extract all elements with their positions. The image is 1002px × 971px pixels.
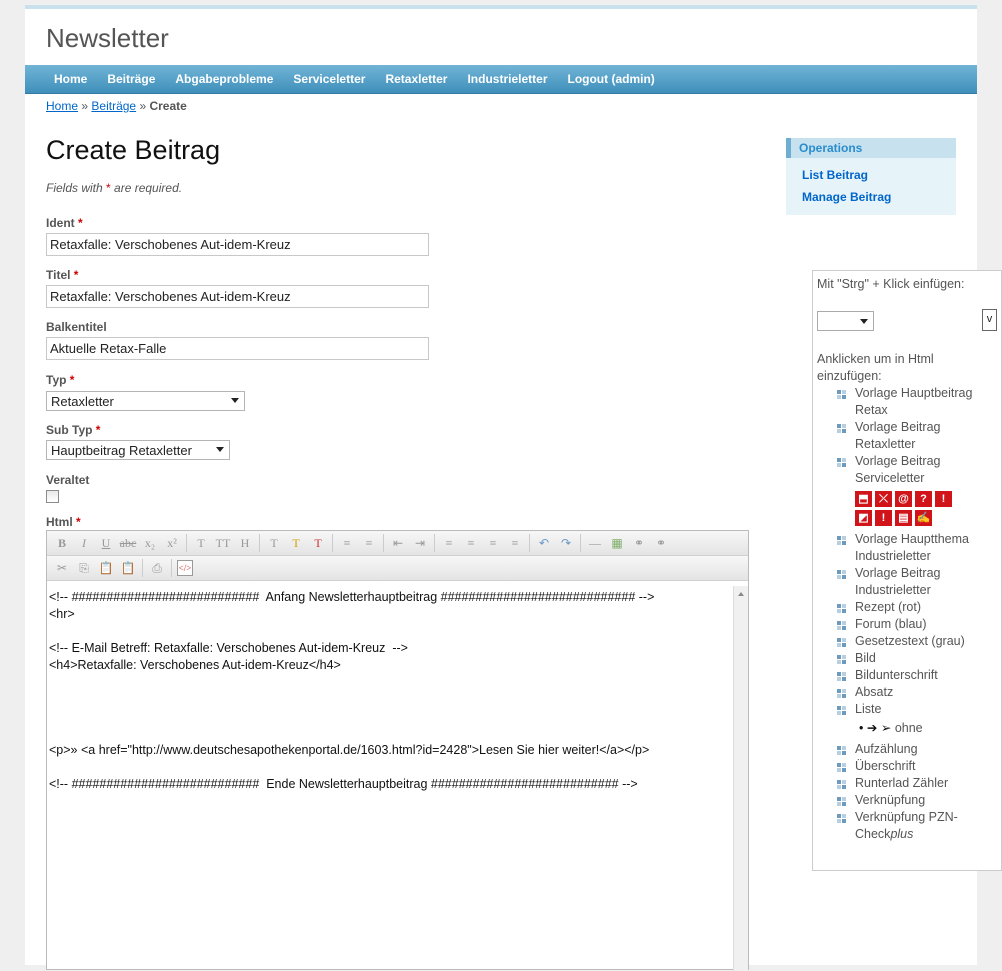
heading-button[interactable]: H xyxy=(240,536,250,550)
chevron-down-icon xyxy=(216,447,224,452)
template-label: Verknüpfung PZN-Check xyxy=(855,810,958,841)
template-item[interactable] xyxy=(837,701,997,737)
toolbar-divider xyxy=(142,559,143,577)
operations-title: Operations xyxy=(786,138,956,158)
titel-field[interactable]: Retaxfalle: Verschobenes Aut-idem-Kreuz xyxy=(46,285,429,308)
paste-button[interactable]: 📋 xyxy=(98,561,114,575)
template-label: Vorlage Beitrag Industrieletter xyxy=(855,566,941,597)
bullet-icon xyxy=(837,746,846,755)
menu-industrieletter[interactable]: Industrieletter xyxy=(467,72,548,86)
code-line: <!-- ########################### Anfang Newsletterhauptbeitrag ############################ --> xyxy=(49,590,655,604)
breadcrumb-beitraege[interactable]: Beiträge xyxy=(91,99,137,113)
link-button[interactable]: ⚭ xyxy=(633,536,645,550)
indent-button[interactable]: ⇥ xyxy=(414,536,426,550)
code-line xyxy=(49,708,732,725)
list-beitrag-link[interactable]: List Beitrag xyxy=(802,168,869,182)
code-line: <h4>Retaxfalle: Verschobenes Aut-idem-Kreuz</h4> xyxy=(49,658,341,672)
sidebar-intro: Anklicken um in Html einzufügen: xyxy=(817,352,934,383)
bullet-icon xyxy=(837,390,846,399)
template-label: Aufzählung xyxy=(855,742,918,756)
bullet-icon xyxy=(837,797,846,806)
required-star: * xyxy=(78,216,83,230)
toolbar-divider xyxy=(580,534,581,552)
main-menu xyxy=(25,65,977,94)
operations-portlet xyxy=(786,138,956,215)
code-line: <!-- ########################### Ende Newsletterhauptbeitrag ########################### --> xyxy=(49,777,638,791)
subtyp-selected-value: Hauptbeitrag Retaxletter xyxy=(51,443,192,458)
template-item[interactable] xyxy=(837,616,997,633)
template-list xyxy=(837,385,997,843)
template-label: Forum (blau) xyxy=(855,617,927,631)
list-style-option[interactable] xyxy=(855,720,997,737)
typ-select[interactable] xyxy=(46,391,245,411)
redo-button[interactable]: ↷ xyxy=(560,536,572,550)
veraltet-checkbox[interactable] xyxy=(46,490,59,503)
highlight-button[interactable]: T xyxy=(292,536,300,550)
insert-button[interactable]: v xyxy=(982,309,997,331)
note-text: Fields with xyxy=(46,181,107,195)
subscript-button[interactable]: x₂ xyxy=(144,536,156,550)
template-label: Gesetzestext (grau) xyxy=(855,634,965,648)
sidebar-title: Mit "Strg" + Klick einfügen: xyxy=(817,277,965,291)
chevron-down-icon xyxy=(860,319,868,324)
menu-retaxletter[interactable]: Retaxletter xyxy=(385,72,448,86)
note-text: are required. xyxy=(110,181,183,195)
breadcrumb xyxy=(46,99,187,113)
justify-button[interactable]: ≡ xyxy=(511,536,519,550)
email-icon[interactable]: @ xyxy=(895,491,912,507)
template-item[interactable] xyxy=(837,531,997,565)
site-logo: Newsletter xyxy=(46,23,169,53)
template-label: Absatz xyxy=(855,685,894,699)
bullet-icon xyxy=(837,570,846,579)
editor-scrollbar[interactable] xyxy=(733,586,748,971)
bold-button[interactable]: B xyxy=(57,536,66,550)
unlink-button[interactable]: ⚭ xyxy=(655,536,667,550)
label-text: Sub Typ xyxy=(46,423,93,437)
bullet-icon xyxy=(837,780,846,789)
insert-sidebar xyxy=(812,270,1002,871)
menu-logout[interactable]: Logout (admin) xyxy=(567,72,655,86)
align-center-button[interactable]: ≡ xyxy=(467,536,475,550)
breadcrumb-home[interactable]: Home xyxy=(46,99,79,113)
undo-button[interactable]: ↶ xyxy=(538,536,550,550)
bullet-icon xyxy=(837,424,846,433)
required-star: * xyxy=(73,268,79,282)
pen-icon[interactable]: ✍ xyxy=(916,512,931,524)
bullet-icon xyxy=(837,604,846,613)
template-label: Vorlage Beitrag Serviceletter xyxy=(855,454,941,485)
menu-home[interactable]: Home xyxy=(54,72,88,86)
template-label: Liste xyxy=(855,702,882,716)
template-label-suffix: plus xyxy=(890,827,914,841)
editor-toolbar-row-1 xyxy=(47,531,748,556)
rezept-icon[interactable]: ⬒ xyxy=(855,491,872,507)
font-size-button[interactable]: TT xyxy=(215,536,231,550)
template-item[interactable] xyxy=(837,792,997,809)
template-item[interactable] xyxy=(837,775,997,792)
service-icon-row xyxy=(855,491,965,526)
code-line xyxy=(49,623,732,640)
code-line: <p>» <a href="http://www.deutschesapothekenportal.de/1603.html?id=2428">Lesen Sie hier weiter!</a></p> xyxy=(49,743,650,757)
toolbar-divider xyxy=(259,534,260,552)
template-item[interactable] xyxy=(837,453,997,526)
veraltet-label: Veraltet xyxy=(46,473,90,487)
editor-toolbar-row-2 xyxy=(47,556,748,581)
strikethrough-button[interactable]: abc xyxy=(119,536,137,550)
outdent-button[interactable]: ⇤ xyxy=(392,536,404,550)
template-item[interactable] xyxy=(837,385,997,419)
breadcrumb-separator: » xyxy=(139,99,147,113)
copy-button[interactable]: ⎘ xyxy=(79,561,89,575)
typ-selected-value: Retaxletter xyxy=(51,394,114,409)
html-label xyxy=(46,515,81,529)
ident-label xyxy=(46,216,83,230)
template-label: Vorlage Beitrag Retaxletter xyxy=(855,420,941,451)
horizontal-rule-button[interactable]: — xyxy=(589,536,601,550)
html-source-textarea[interactable] xyxy=(47,586,734,971)
manage-beitrag-link[interactable]: Manage Beitrag xyxy=(802,190,892,204)
menu-abgabeprobleme[interactable]: Abgabeprobleme xyxy=(175,72,274,86)
titel-label xyxy=(46,268,78,282)
bullet-icon xyxy=(837,763,846,772)
template-label: Bild xyxy=(855,651,876,665)
code-line xyxy=(49,725,732,742)
code-line: <!-- E-Mail Betreff: Retaxfalle: Verschobenes Aut-idem-Kreuz --> xyxy=(49,641,408,655)
label-text: Ident xyxy=(46,216,75,230)
balkentitel-field[interactable]: Aktuelle Retax-Falle xyxy=(46,337,429,360)
arrowhead-right-icon: ➢ xyxy=(880,721,892,735)
toolbar-divider xyxy=(434,534,435,552)
bullet-icon: • xyxy=(859,721,864,735)
list-style-label: ohne xyxy=(894,721,923,735)
template-item[interactable] xyxy=(837,684,997,701)
text-color-button[interactable]: T xyxy=(270,536,278,550)
toolbar-divider xyxy=(332,534,333,552)
required-star: * xyxy=(95,423,101,437)
toolbar-divider xyxy=(186,534,187,552)
code-line: <hr> xyxy=(49,607,75,621)
template-item[interactable] xyxy=(837,599,997,616)
italic-button[interactable]: I xyxy=(82,536,86,550)
align-left-button[interactable]: ≡ xyxy=(445,536,453,550)
bullet-icon xyxy=(837,672,846,681)
align-right-button[interactable]: ≡ xyxy=(489,536,497,550)
arrow-right-icon: ➔ xyxy=(866,721,878,735)
template-label: Überschrift xyxy=(855,759,916,773)
image-button[interactable]: ▦ xyxy=(611,536,623,550)
label-text: Html xyxy=(46,515,73,529)
template-label: Verknüpfung xyxy=(855,793,926,807)
table-icon[interactable]: ▤ xyxy=(895,510,912,526)
label-text: Titel xyxy=(46,268,71,282)
underline-button[interactable]: U xyxy=(101,536,111,550)
question-icon[interactable]: ? xyxy=(915,491,932,507)
bullet-icon xyxy=(837,458,846,467)
template-item[interactable] xyxy=(837,565,997,599)
alert-icon[interactable]: ! xyxy=(875,510,892,526)
bullet-icon xyxy=(837,689,846,698)
remove-format-button[interactable]: T xyxy=(314,536,322,550)
required-star: * xyxy=(76,515,81,529)
bullet-icon xyxy=(837,621,846,630)
bullet-icon xyxy=(837,536,846,545)
subtyp-label xyxy=(46,423,100,437)
bullet-icon xyxy=(837,638,846,647)
subtyp-select[interactable] xyxy=(46,440,230,460)
template-item[interactable] xyxy=(837,419,997,453)
template-item[interactable] xyxy=(837,758,997,775)
toolbar-divider xyxy=(383,534,384,552)
required-star: * xyxy=(106,181,111,195)
code-line xyxy=(49,674,732,691)
print-button[interactable]: ⎙ xyxy=(152,561,162,575)
scissors-icon[interactable]: ⤫ xyxy=(875,491,892,507)
template-label: Vorlage Hauptthema Industrieletter xyxy=(855,532,969,563)
superscript-button[interactable]: x² xyxy=(167,536,177,550)
template-item[interactable] xyxy=(837,650,997,667)
code-line xyxy=(49,691,732,708)
template-item[interactable] xyxy=(837,741,997,758)
font-family-button[interactable]: T xyxy=(197,536,205,550)
template-label: Runterlad Zähler xyxy=(855,776,949,790)
code-line xyxy=(49,759,732,776)
bullet-icon xyxy=(837,655,846,664)
menu-beitraege[interactable]: Beiträge xyxy=(107,72,156,86)
required-note xyxy=(46,181,182,195)
toolbar-divider xyxy=(529,534,530,552)
breadcrumb-current: Create xyxy=(149,99,187,113)
ident-field[interactable]: Retaxfalle: Verschobenes Aut-idem-Kreuz xyxy=(46,233,429,256)
bullet-icon xyxy=(837,706,846,715)
html-editor xyxy=(46,530,749,970)
bullet-icon xyxy=(837,814,846,823)
source-code-button[interactable]: </> xyxy=(177,560,193,576)
unordered-list-button[interactable]: ≡ xyxy=(343,536,351,550)
paste-text-button[interactable]: 📋 xyxy=(120,561,136,575)
warning-icon[interactable]: ! xyxy=(935,491,952,507)
chevron-down-icon xyxy=(231,398,239,403)
document-icon[interactable]: ◩ xyxy=(855,510,872,526)
toolbar-divider xyxy=(171,559,172,577)
template-item[interactable] xyxy=(837,667,997,684)
template-label: Bildunterschrift xyxy=(855,668,938,682)
typ-label xyxy=(46,373,74,387)
page-title: Create Beitrag xyxy=(46,135,221,165)
required-star: * xyxy=(69,373,75,387)
template-item[interactable] xyxy=(837,809,997,843)
label-text: Typ xyxy=(46,373,67,387)
balkentitel-label: Balkentitel xyxy=(46,320,107,334)
template-label: Rezept (rot) xyxy=(855,600,921,614)
snippet-select[interactable] xyxy=(817,311,874,331)
scroll-up-icon[interactable] xyxy=(738,592,744,596)
menu-serviceletter[interactable]: Serviceletter xyxy=(293,72,366,86)
template-label: Vorlage Hauptbeitrag Retax xyxy=(855,386,973,417)
cut-button[interactable]: ✂ xyxy=(56,561,68,575)
breadcrumb-separator: » xyxy=(81,99,89,113)
template-item[interactable] xyxy=(837,633,997,650)
ordered-list-button[interactable]: ≡ xyxy=(365,536,373,550)
